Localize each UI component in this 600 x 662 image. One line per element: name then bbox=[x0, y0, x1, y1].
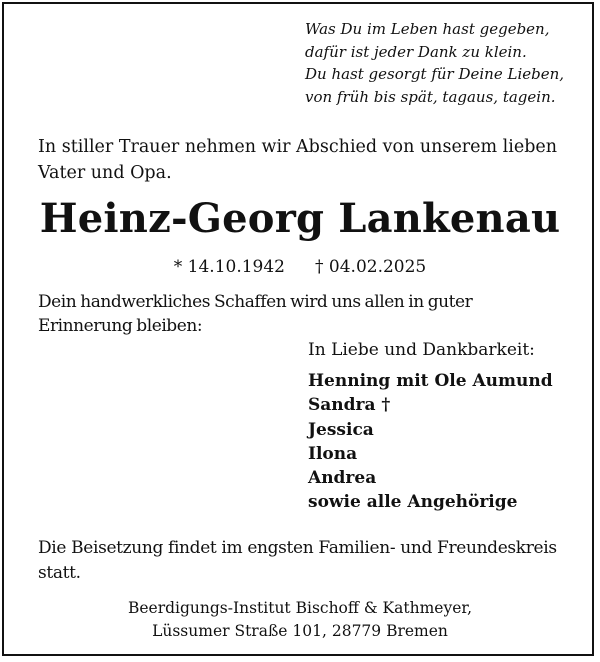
funeral-home bbox=[0, 597, 600, 643]
intro-text: In stiller Trauer nehmen wir Abschied von unserem lieben Vater und Opa. bbox=[38, 137, 558, 183]
poem-line: Was Du im Leben hast gegeben, bbox=[305, 20, 550, 38]
gratitude-line: In Liebe und Dankbarkeit: bbox=[308, 340, 535, 360]
mourner-name: Jessica bbox=[308, 419, 374, 440]
funeral-home-address: Lüssumer Straße 101, 28779 Bremen bbox=[152, 622, 448, 640]
mourner-name: sowie alle Angehörige bbox=[308, 492, 518, 513]
deceased-name: Heinz-Georg Lankenau bbox=[39, 195, 561, 242]
birth-date: * 14.10.1942 bbox=[173, 257, 285, 277]
mourners-list bbox=[308, 369, 553, 515]
life-dates bbox=[0, 255, 600, 279]
funeral-home-name: Beerdigungs-Institut Bischoff & Kathmeyer, bbox=[127, 599, 473, 617]
tribute-text: Dein handwerkliches Schaffen wird uns allen in guter Erinnerung bleiben: bbox=[38, 292, 473, 336]
burial-note: Die Beisetzung findet im engsten Familien- und Freundeskreis statt. bbox=[38, 538, 557, 583]
poem-line: von früh bis spät, tagaus, tagein. bbox=[305, 87, 556, 106]
mourner-name: Andrea bbox=[308, 468, 377, 489]
poem-line: Du hast gesorgt für Deine Lieben, bbox=[305, 65, 565, 83]
mourner-name: Sandra † bbox=[308, 395, 391, 416]
death-date: † 04.02.2025 bbox=[315, 257, 427, 277]
mourner-name: Ilona bbox=[308, 443, 358, 464]
mourner-name: Henning mit Ole Aumund bbox=[308, 371, 553, 391]
poem-line: dafür ist jeder Dank zu klein. bbox=[305, 42, 527, 61]
memorial-poem bbox=[305, 18, 564, 108]
